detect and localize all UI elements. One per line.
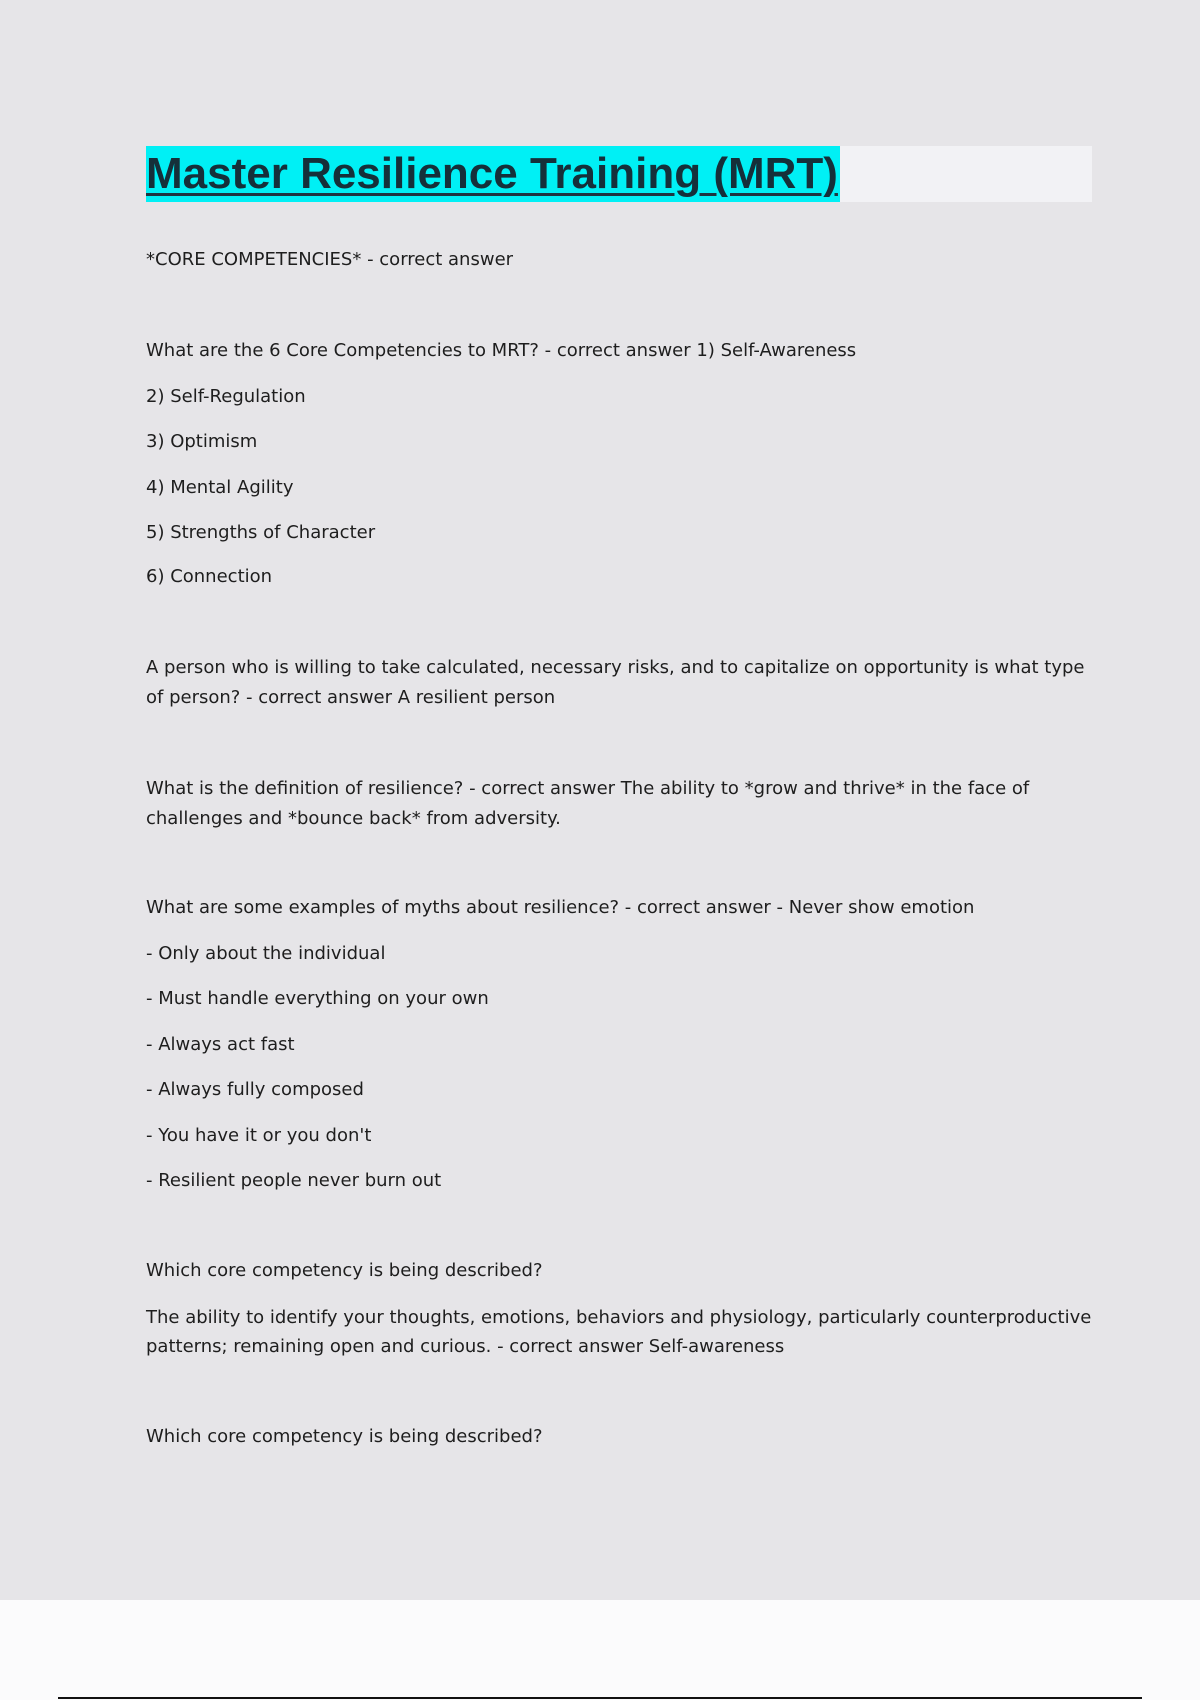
- list-item: - Always act fast: [146, 1034, 295, 1055]
- question-text: What are some examples of myths about resilience? - correct answer - Never show emotion: [146, 897, 975, 918]
- list-item: - Resilient people never burn out: [146, 1170, 442, 1191]
- list-item: - Only about the individual: [146, 943, 386, 964]
- list-item: 5) Strengths of Character: [146, 522, 376, 543]
- document-title: Master Resilience Training (MRT): [146, 146, 840, 202]
- list-item: - You have it or you don't: [146, 1125, 372, 1146]
- list-item: - Always fully composed: [146, 1079, 364, 1100]
- list-item: 6) Connection: [146, 566, 273, 587]
- question-text: Which core competency is being described?: [146, 1260, 543, 1281]
- description-text: The ability to identify your thoughts, emotions, behaviors and physiology, particularly counterproductive: [146, 1307, 1092, 1328]
- question-text: What are the 6 Core Competencies to MRT? - correct answer 1) Self-Awareness: [146, 340, 857, 361]
- list-item: - Must handle everything on your own: [146, 988, 489, 1009]
- answer-text: patterns; remaining open and curious. - correct answer Self-awareness: [146, 1336, 785, 1357]
- page-footer: [0, 1600, 1200, 1700]
- section-heading: *CORE COMPETENCIES* - correct answer: [146, 249, 514, 270]
- list-item: 3) Optimism: [146, 431, 258, 452]
- answer-text: of person? - correct answer A resilient person: [146, 687, 556, 708]
- question-text: A person who is willing to take calculated, necessary risks, and to capitalize on opportunity is what type: [146, 657, 1085, 678]
- question-text: What is the definition of resilience? - correct answer The ability to *grow and thrive* in the face of: [146, 778, 1030, 799]
- list-item: 4) Mental Agility: [146, 477, 294, 498]
- question-text: Which core competency is being described?: [146, 1426, 543, 1447]
- footer-divider: [58, 1697, 1142, 1699]
- list-item: 2) Self-Regulation: [146, 386, 306, 407]
- answer-text: challenges and *bounce back* from adversity.: [146, 808, 561, 829]
